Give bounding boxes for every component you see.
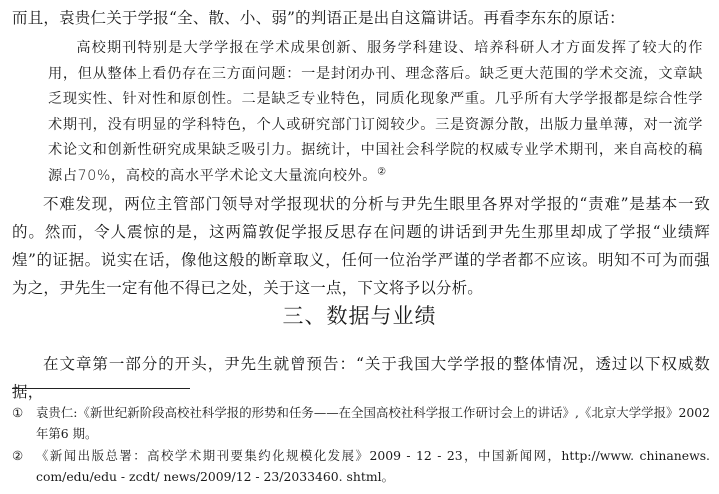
footnote-divider <box>12 388 190 389</box>
body-paragraph-3: 在文章第一部分的开头，尹先生就曾预告：“关于我国大学学报的整体情况，透过以下权威数据， <box>12 355 710 401</box>
footnote-2 <box>12 445 710 487</box>
section-heading: 三、数据与业绩 <box>282 304 437 328</box>
intro-paragraph: 而且，袁贵仁关于学报“全、散、小、弱”的判语正是出自这篇讲话。再看李东东的原话： <box>12 9 625 27</box>
quote-text: 高校期刊特别是大学学报在学术成果创新、服务学科建设、培养科研人才方面发挥了较大的作用，但从整体上看仍存在三方面问题：一是封闭办刊、理念落后。缺乏更大范围的学术交流，文章缺乏现实性、针对性和原创性。二是缺乏专业特色，同质化现象严重。几乎所有大学学报都是综合性学术期刊，没有明显的学科特色，个人或研究部门订阅较少。三是资源分散，出版力量单薄，对一流学术论文和创新性研究成果缺乏吸引力。据统计，中国社会科学院的权威专业学术期刊，来自高校的稿源占70%，高校的高水平学术论文大量流向校外。 <box>48 40 703 184</box>
body-paragraph-2: 不难发现，两位主管部门领导对学报现状的分析与尹先生眼里各界对学报的“责难”是基本一致的。然而，令人震惊的是，这两篇敦促学报反思存在问题的讲话到尹先生那里却成了学报“业绩辉煌”的证据。说实在话，像他这般的断章取义，任何一位治学严谨的学者都不应该。明知不可为而强为之，尹先生一定有他不得已之处，关于这一点，下文将予以分析。 <box>12 195 710 297</box>
footnote-ref-2[interactable]: ② <box>377 165 387 177</box>
footnote-text: 《新闻出版总署：高校学术期刊要集约化规模化发展》2009 - 12 - 23，中国新闻网，http://www. chinanews. com/edu/edu - zcdt/ news/2009/12 - 23/2033460. shtml。 <box>36 448 710 484</box>
quote-paragraph <box>48 36 703 189</box>
footnote-number: ① <box>12 405 24 420</box>
footnote-text: 袁贵仁:《新世纪新阶段高校社科学报的形势和任务——在全国高校社科学报工作研讨会上的讲话》,《北京大学学报》2002 年第6 期。 <box>36 405 710 441</box>
footnote-1 <box>12 402 710 444</box>
footnote-number: ② <box>12 448 24 463</box>
block-quote <box>48 36 703 189</box>
footnotes <box>12 402 710 488</box>
